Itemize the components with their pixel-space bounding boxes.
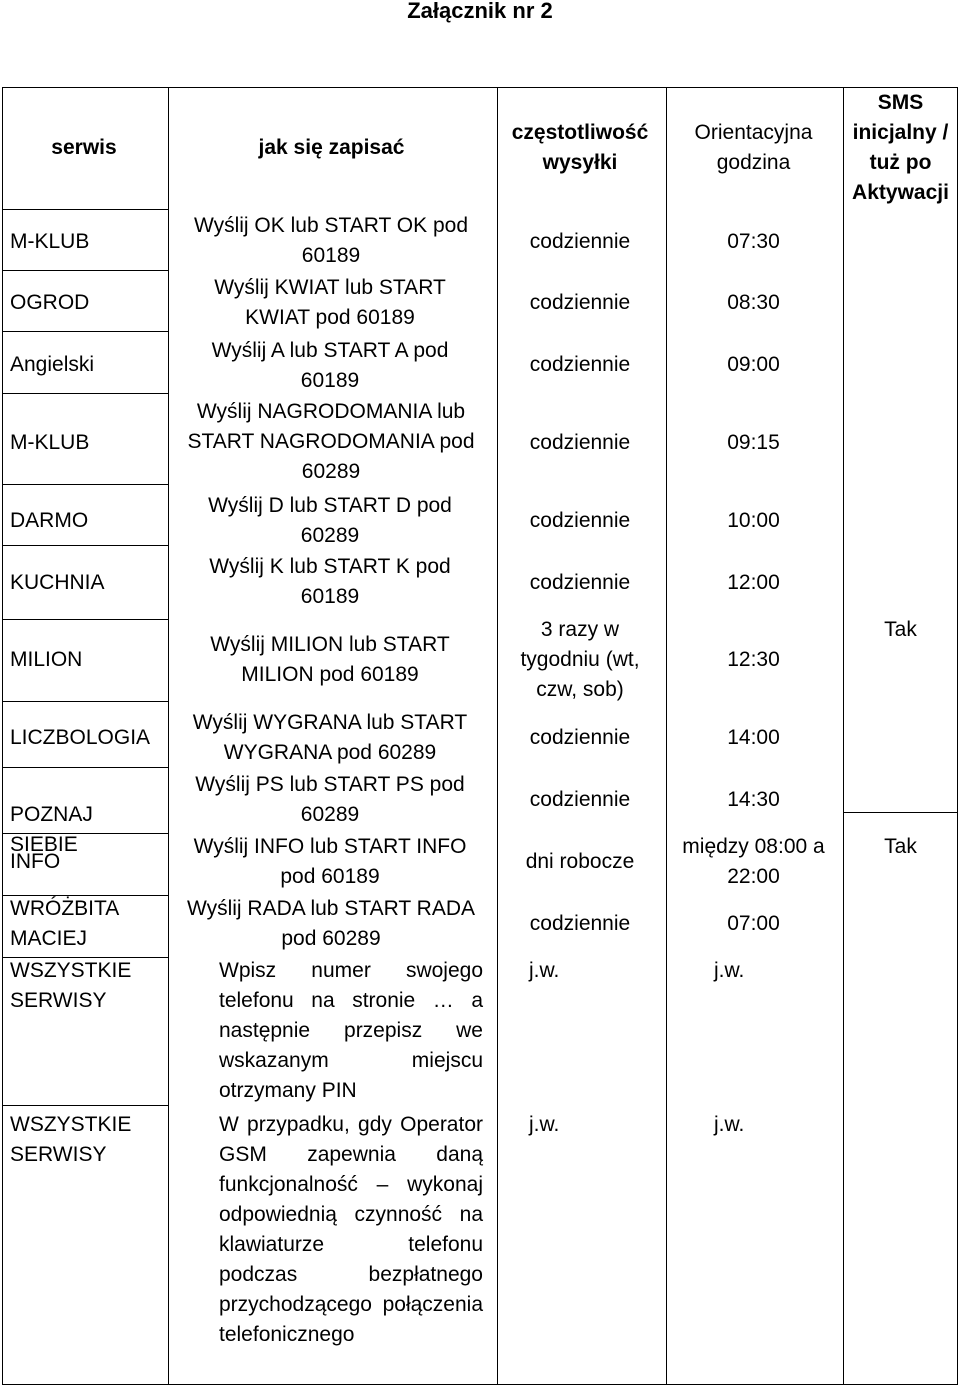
service-cell: Angielski bbox=[10, 353, 95, 376]
signup-cell: Wpisz numer swojego telefonu na stronie … a następnie przepisz we wskazanym miejscu otrzymany PIN bbox=[219, 959, 483, 1102]
service-cell: M-KLUB bbox=[10, 230, 90, 253]
time-cell: 09:15 bbox=[727, 431, 780, 454]
header-service: serwis bbox=[51, 136, 117, 159]
sms-cell: Tak bbox=[884, 618, 917, 641]
service-cell: WRÓŻBITA MACIEJ bbox=[10, 897, 119, 950]
signup-cell: Wyślij NAGRODOMANIA lub START NAGRODOMANIA pod 60289 bbox=[187, 400, 475, 483]
header-frequency: częstotliwość wysyłki bbox=[511, 121, 649, 174]
header-signup: jak się zapisać bbox=[258, 136, 405, 159]
signup-cell: Wyślij INFO lub START INFO pod 60189 bbox=[193, 835, 467, 888]
service-cell: KUCHNIA bbox=[10, 571, 105, 594]
frequency-cell: codziennie bbox=[529, 788, 631, 811]
sms-cell: Tak bbox=[884, 835, 917, 858]
signup-cell: Wyślij KWIAT lub START KWIAT pod 60189 bbox=[214, 276, 446, 329]
service-cell: INFO bbox=[10, 850, 61, 873]
frequency-cell: codziennie bbox=[529, 912, 631, 935]
frequency-cell: codziennie bbox=[529, 571, 631, 594]
time-cell: j.w. bbox=[714, 959, 745, 982]
signup-cell: W przypadku, gdy Operator GSM zapewnia daną funkcjonalność – wykonaj odpowiednią czynność na klawiaturze telefonu podczas bezpłatnego przychodzącego połączenia telefonicznego bbox=[219, 1113, 483, 1346]
time-cell: 07:00 bbox=[727, 912, 780, 935]
time-cell: 08:30 bbox=[727, 291, 780, 314]
time-cell: między 08:00 a 22:00 bbox=[682, 835, 825, 888]
service-cell: LICZBOLOGIA bbox=[10, 726, 151, 749]
signup-cell: Wyślij WYGRANA lub START WYGRANA pod 60289 bbox=[192, 711, 468, 764]
frequency-cell: codziennie bbox=[529, 353, 631, 376]
frequency-cell: j.w. bbox=[529, 1113, 560, 1136]
frequency-cell: dni robocze bbox=[525, 850, 635, 873]
service-cell: MILION bbox=[10, 648, 83, 671]
signup-cell: Wyślij OK lub START OK pod 60189 bbox=[193, 214, 469, 267]
time-cell: 10:00 bbox=[727, 509, 780, 532]
signup-cell: Wyślij PS lub START PS pod 60289 bbox=[195, 773, 465, 826]
service-cell: WSZYSTKIE SERWISY bbox=[10, 1113, 132, 1166]
service-cell: POZNAJ SIEBIE bbox=[10, 803, 93, 856]
service-cell: M-KLUB bbox=[10, 431, 90, 454]
frequency-cell: codziennie bbox=[529, 230, 631, 253]
frequency-cell: codziennie bbox=[529, 431, 631, 454]
signup-cell: Wyślij RADA lub START RADA pod 60289 bbox=[186, 897, 476, 950]
time-cell: 12:00 bbox=[727, 571, 780, 594]
signup-cell: Wyślij A lub START A pod 60189 bbox=[211, 339, 449, 392]
frequency-cell: j.w. bbox=[529, 959, 560, 982]
signup-cell: Wyślij K lub START K pod 60189 bbox=[209, 555, 451, 608]
service-cell: OGROD bbox=[10, 291, 90, 314]
header-time: Orientacyjna godzina bbox=[694, 121, 813, 174]
time-cell: j.w. bbox=[714, 1113, 745, 1136]
frequency-cell: codziennie bbox=[529, 509, 631, 532]
time-cell: 07:30 bbox=[727, 230, 780, 253]
time-cell: 14:30 bbox=[727, 788, 780, 811]
frequency-cell: codziennie bbox=[529, 726, 631, 749]
time-cell: 09:00 bbox=[727, 353, 780, 376]
service-cell: DARMO bbox=[10, 509, 89, 532]
time-cell: 12:30 bbox=[727, 648, 780, 671]
page-title: Załącznik nr 2 bbox=[407, 0, 553, 23]
time-cell: 14:00 bbox=[727, 726, 780, 749]
frequency-cell: codziennie bbox=[529, 291, 631, 314]
header-sms: SMS inicjalny / tuż po Aktywacji bbox=[852, 91, 949, 204]
signup-cell: Wyślij MILION lub START MILION pod 60189 bbox=[210, 633, 450, 686]
service-cell: WSZYSTKIE SERWISY bbox=[10, 959, 132, 1012]
frequency-cell: 3 razy w tygodniu (wt, czw, sob) bbox=[520, 618, 640, 701]
signup-cell: Wyślij D lub START D pod 60289 bbox=[208, 494, 452, 547]
